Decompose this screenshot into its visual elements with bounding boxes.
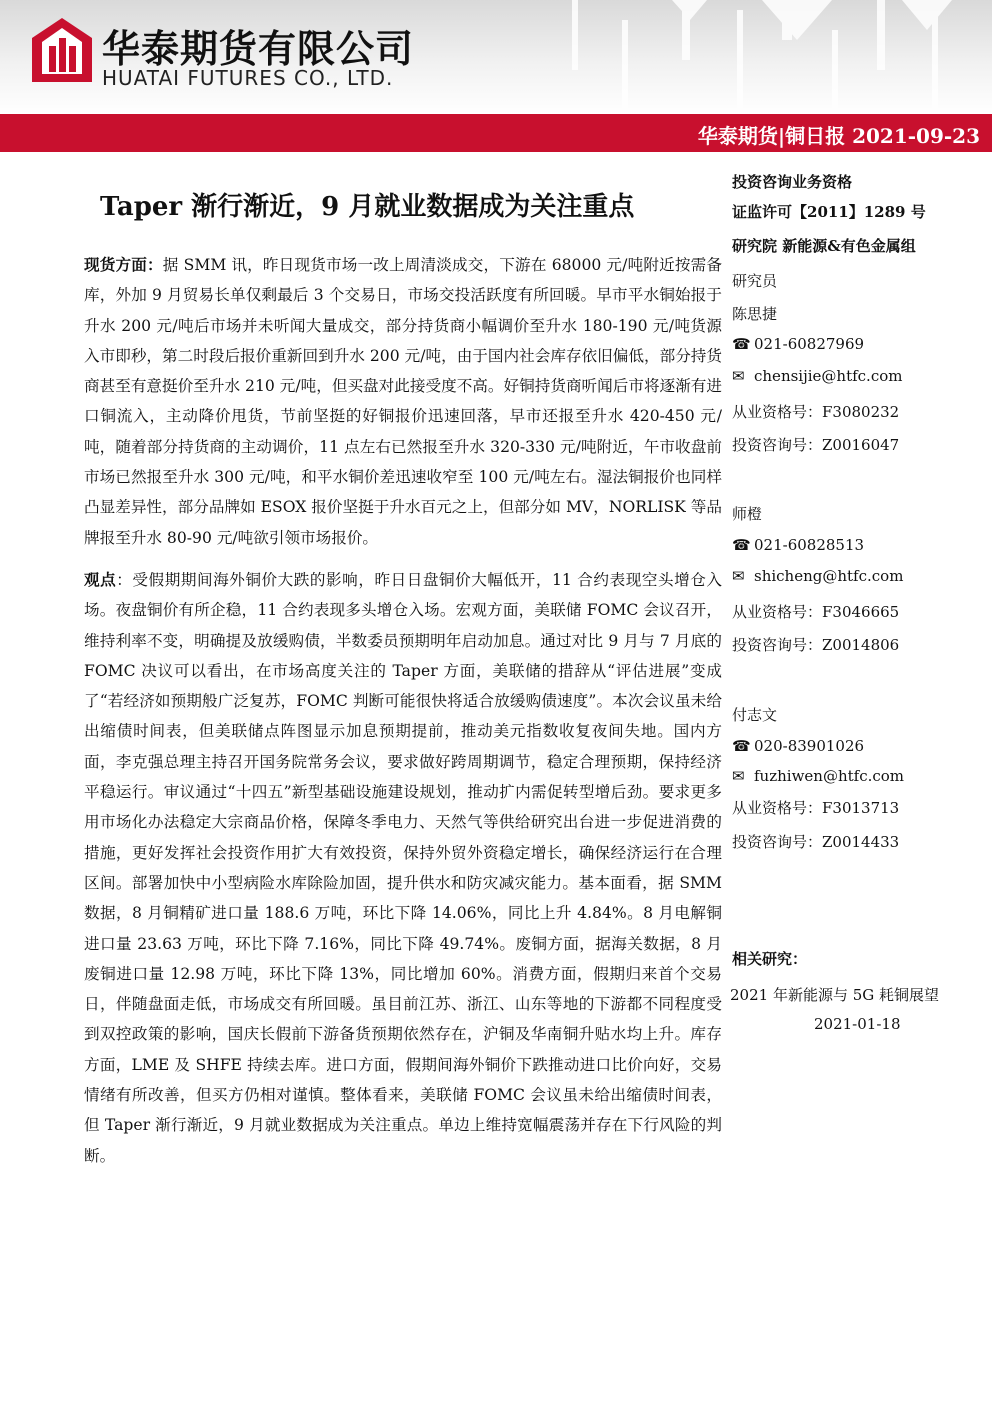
phone-icon: ☎ <box>732 737 751 755</box>
analyst-cert: 从业资格号：F3080232 <box>732 403 900 421</box>
analyst-name: 师橙 <box>732 505 763 523</box>
analyst-consult: 投资咨询号：Z0014433 <box>732 833 900 851</box>
mail-icon: ✉ <box>732 767 745 785</box>
mail-icon: ✉ <box>732 567 745 585</box>
report-bar-label: 华泰期货|铜日报 2021-09-23 <box>697 124 980 148</box>
analyst-cert: 从业资格号：F3046665 <box>732 603 900 621</box>
related-research-link[interactable]: 2021 年新能源与 5G 耗铜展望 <box>730 986 940 1004</box>
analyst-consult: 投资咨询号：Z0014806 <box>732 636 900 654</box>
view-text: ：受假期期间海外铜价大跌的影响，昨日日盘铜价大幅低开，11 合约表现空头增仓入场。夜盘铜价有所企稳，11 合约表现多头增仓入场。宏观方面，美联储 FOMC 会议召开，维持利率不变，明确提及放缓购债，半数委员预期明年启动加息。通过对比 9 月与 7 月底的 FOMC 决议可以看出，在市场高度关注的 Taper 方面，美联储的措辞从“评估进展”变成了“若经济如预期般广泛复苏，FOMC 判断可能很快将适合放缓购债速度”。本次会议虽未给出缩债时间表，但美联储点阵图显示加息预期提前，推动美元指数收复夜间失地。国内方面，李克强总理主持召开国务院常务会议，要求做好跨周期调节，稳定合理预期，保持经济平稳运行。审议通过“十四五”新型基础设施建设规划，推动扩内需促转型增后劲。要求更多用市场化办法稳定大宗商品价格，保障冬季电力、天然气等供给研究出台进一步促进消费的措施，更好发挥社会投资作用扩大有效投资，保持外贸外资稳定增长，确保经济运行在合理区间。部署加快中小型病险水库除险加固，提升供水和防灾减灾能力。基本面看，据 SMM 数据，8 月铜精矿进口量 188.6 万吨，环比下降 14.06%，同比上升 4.84%。8 月电解铜进口量 23.63 万吨，环比下降 7.16%，同比下降 49.74%。废铜方面，据海关数据，8 月废铜进口量 12.98 万吨，环比下降 13%，同比增加 60%。消费方面，假期归来首个交易日，伴随盘面走低，市场成交有所回暖。虽目前江苏、浙江、山东等地的下游都不同程度受到双控政策的影响，国庆长假前下游备货预期依然存在，沪铜及华南铜升贴水均上升。库存方面，LME 及 SHFE 持续去库。进口方面，假期间海外铜价下跌推动进口比价向好，交易情绪有所改善，但买方仍相对谨慎。整体看来，美联储 FOMC 会议虽未给出缩债时间表，但 Taper 渐行渐近，9 月就业数据成为关注重点。单边上维持宽幅震荡并存在下行风险的判断。 <box>84 570 722 1165</box>
spot-paragraph <box>84 250 722 553</box>
license-number: 证监许可【2011】1289 号 <box>732 203 926 221</box>
company-name-cn: 华泰期货有限公司 <box>102 27 415 71</box>
role-label: 研究员 <box>732 272 778 290</box>
analyst-phone: 021-60828513 <box>754 536 865 554</box>
report-title: Taper 渐行渐近，9 月就业数据成为关注重点 <box>100 192 635 222</box>
analyst-phone: 021-60827969 <box>754 335 865 353</box>
analyst-phone-row <box>732 737 864 755</box>
analyst-phone-row <box>732 536 864 554</box>
report-bar <box>0 114 992 152</box>
analyst-name: 陈思捷 <box>732 305 778 323</box>
related-research-date: 2021-01-18 <box>814 1015 901 1033</box>
analyst-name: 付志文 <box>732 706 778 724</box>
analyst-phone: 020-83901026 <box>754 737 865 755</box>
spot-text: 据 SMM 讯，昨日现货市场一改上周清淡成交，下游在 68000 元/吨附近按需备库，外加 9 月贸易长单仅剩最后 3 个交易日，市场交投活跃度有所回暖。早市平水铜始报于升水 200 元/吨后市场并未听闻大量成交，部分持货商小幅调价至升水 180-190 元/吨货源入市即秒，第二时段后报价重新回到升水 200 元/吨，由于国内社会库存依旧偏低，部分持货商甚至有意挺价至升水 210 元/吨，但买盘对此接受度不高。好铜持货商听闻后市将逐渐有进口铜流入，主动降价甩货，节前坚挺的好铜报价迅速回落，早市还报至升水 420-450 元/吨，随着部分持货商的主动调价，11 点左右已然报至升水 320-330 元/吨附近，午市收盘前市场已然报至升水 300 元/吨，和平水铜价差迅速收窄至 100 元/吨左右。湿法铜报价也同样凸显差异性，部分品牌如 ESOX 报价坚挺于升水百元之上，但部分如 MV，NORLISK 等品牌报至升水 80-90 元/吨欲引领市场报价。 <box>84 256 722 547</box>
analyst-email-row <box>732 567 903 585</box>
header-decoration <box>532 0 992 114</box>
phone-icon: ☎ <box>732 536 751 554</box>
mail-icon: ✉ <box>732 367 745 385</box>
qualification-title: 投资咨询业务资格 <box>732 173 853 191</box>
view-lead: 观点 <box>84 569 117 589</box>
analyst-consult: 投资咨询号：Z0016047 <box>732 436 900 454</box>
analyst-email[interactable]: chensijie@htfc.com <box>754 367 903 385</box>
page-header <box>0 0 992 114</box>
view-paragraph <box>84 565 722 1171</box>
analyst-cert: 从业资格号：F3013713 <box>732 799 900 817</box>
related-research-title: 相关研究： <box>732 950 808 968</box>
analyst-email-row <box>732 367 902 385</box>
analyst-email-row <box>732 767 904 785</box>
report-body <box>84 250 722 1171</box>
company-name-en: HUATAI FUTURES CO., LTD. <box>102 66 394 90</box>
department: 研究院 新能源&有色金属组 <box>732 237 916 255</box>
analyst-phone-row <box>732 335 864 353</box>
phone-icon: ☎ <box>732 335 751 353</box>
spot-lead: 现货方面： <box>84 255 163 274</box>
company-logo-icon <box>32 18 92 82</box>
analyst-email[interactable]: fuzhiwen@htfc.com <box>754 767 905 785</box>
analyst-email[interactable]: shicheng@htfc.com <box>754 567 904 585</box>
